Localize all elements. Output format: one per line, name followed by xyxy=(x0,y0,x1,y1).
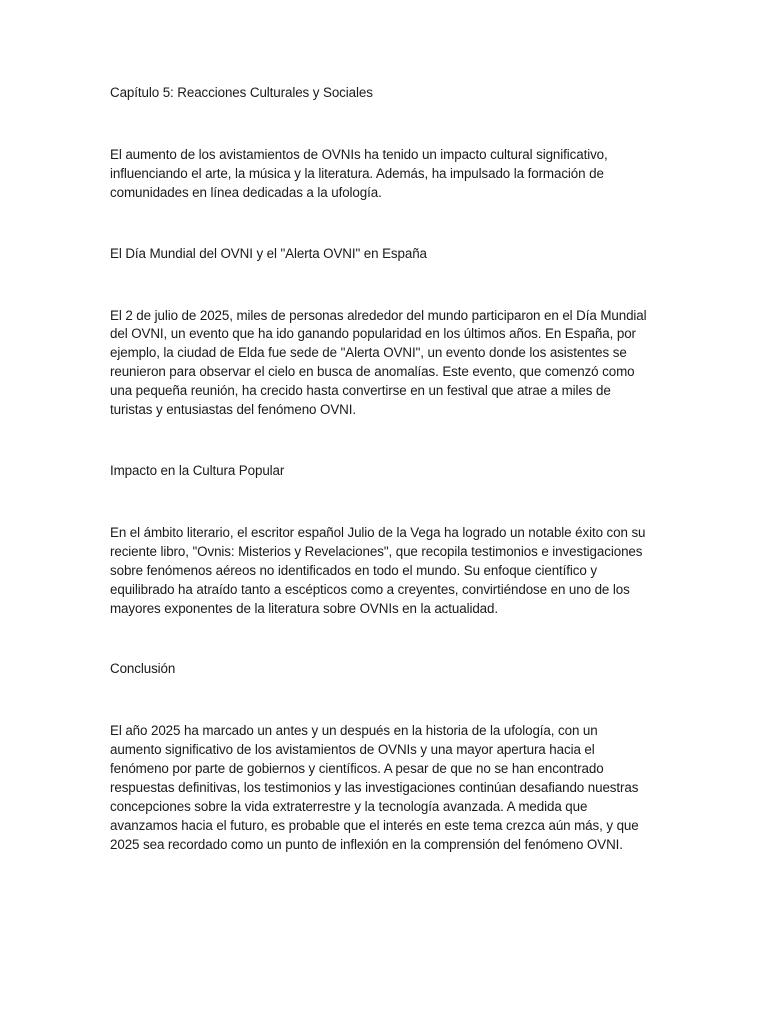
section-paragraph-dia-mundial: El 2 de julio de 2025, miles de personas alrededor del mundo participaron en el Día Mundial del OVNI, un evento que ha ido ganando popularidad en los últimos años. En España, por ejemplo, la ciudad de Elda fue sede de "Alerta OVNI", un evento donde los asistentes se reunieron para observar el cielo en busca de anomalías. Este evento, que comenzó como una pequeña reunión, ha crecido hasta convertirse en un festival que atrae a miles de turistas y entusiastas del fenómeno OVNI. xyxy=(110,307,647,418)
section-paragraph-cultura-popular: En el ámbito literario, el escritor español Julio de la Vega ha logrado un notable éxito con su reciente libro, "Ovnis: Misterios y Revelaciones", que recopila testimonios e investigaciones sobre fenómenos aéreos no identificados en todo el mundo. Su enfoque científico y equilibrado ha atraído tanto a escépticos como a creyentes, convirtiéndose en uno de los mayores exponentes de la literatura sobre OVNIs en la actualidad. xyxy=(110,524,646,616)
section-heading-dia-mundial: El Día Mundial del OVNI y el "Alerta OVNI" en España xyxy=(110,245,427,261)
section-heading-conclusion: Conclusión xyxy=(110,661,176,677)
section-paragraph-conclusion: El año 2025 ha marcado un antes y un después en la historia de la ufología, con un aumento significativo de los avistamientos de OVNIs y una mayor apertura hacia el fenómeno por parte de gobiernos y científicos. A pesar de que no se han encontrado respuestas definitivas, los testimonios y las investigaciones continúan desafiando nuestras concepciones sobre la vida extraterrestre y la tecnología avanzada. A medida que avanzamos hacia el futuro, es probable que el interés en este tema crezca aún más, y que 2025 sea recordado como un punto de inflexión en la comprensión del fenómeno OVNI. xyxy=(110,723,639,852)
chapter-title: Capítulo 5: Reacciones Culturales y Sociales xyxy=(110,85,373,100)
section-heading-cultura-popular: Impacto en la Cultura Popular xyxy=(110,462,285,478)
document-body xyxy=(110,84,650,897)
intro-paragraph: El aumento de los avistamientos de OVNIs ha tenido un impacto cultural significativo, influenciando el arte, la música y la literatura. Además, ha impulsado la formación de comunidades en línea dedicadas a la ufología. xyxy=(110,146,608,200)
